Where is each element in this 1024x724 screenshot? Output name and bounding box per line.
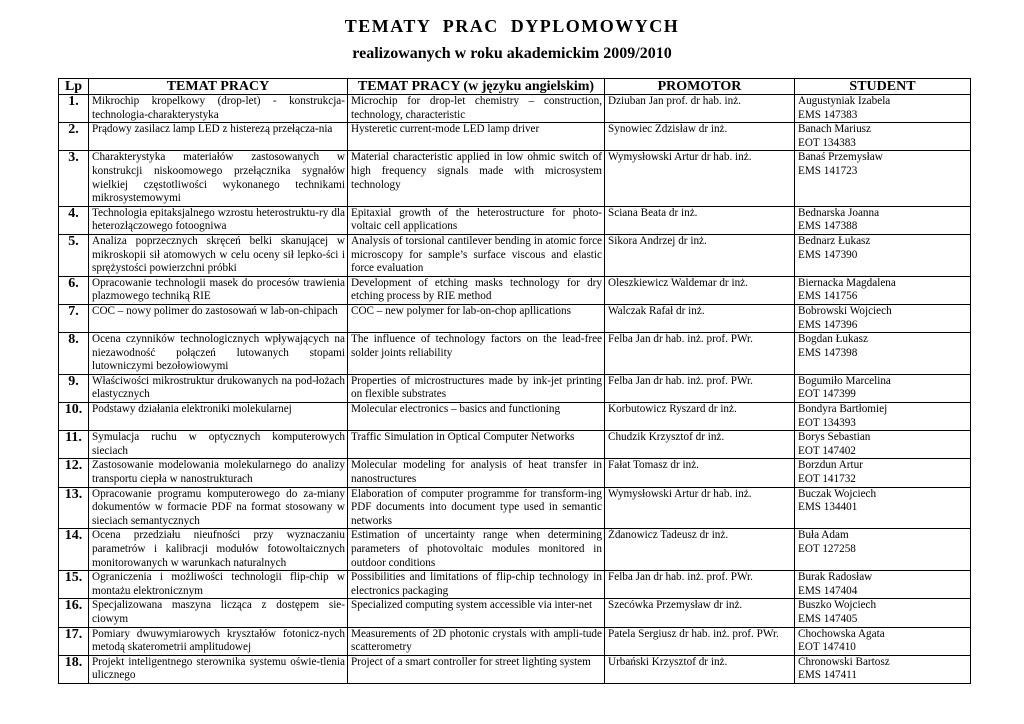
promotor-cell: Oleszkiewicz Waldemar dr inż. xyxy=(605,276,795,304)
table-row xyxy=(59,206,971,234)
topic-polish-cell: Opracowanie technologii masek do procesów trawienia plazmowego techniką RIE xyxy=(89,276,348,304)
student-cell xyxy=(795,234,971,276)
student-cell xyxy=(795,529,971,571)
student-cell xyxy=(795,123,971,151)
promotor-cell: Fałat Tomasz dr inż. xyxy=(605,459,795,487)
student-cell xyxy=(795,459,971,487)
promotor-cell: Korbutowicz Ryszard dr inż. xyxy=(605,403,795,431)
promotor-cell: Wymysłowski Artur dr hab. inż. xyxy=(605,487,795,529)
topic-english-cell: Molecular modeling for analysis of heat transfer in nanostructures xyxy=(348,459,605,487)
topic-polish-cell: Pomiary dwuwymiarowych kryształów fotonicz-nych metodą skaterometrii amplitudowej xyxy=(89,627,348,655)
table-row xyxy=(59,627,971,655)
promotor-cell: Walczak Rafał dr inż. xyxy=(605,304,795,332)
student-cell xyxy=(795,374,971,402)
student-name: Banach Mariusz xyxy=(798,123,872,136)
topic-polish-cell: Podstawy działania elektroniki molekularnej xyxy=(89,403,348,431)
student-id: EOT 147399 xyxy=(798,388,856,401)
row-number: 4. xyxy=(59,206,89,234)
row-number: 16. xyxy=(59,599,89,627)
student-cell xyxy=(795,599,971,627)
student-name: Chronowski Bartosz xyxy=(798,655,890,668)
table-row xyxy=(59,529,971,571)
topic-english-cell: Measurements of 2D photonic crystals with ampli-tude scatterometry xyxy=(348,627,605,655)
promotor-cell: Ściana Beata dr inż. xyxy=(605,206,795,234)
table-row xyxy=(59,123,971,151)
student-name: Biernacka Magdalena xyxy=(798,276,896,289)
row-number: 14. xyxy=(59,529,89,571)
topic-polish-cell: Właściwości mikrostruktur drukowanych na pod-łożach elastycznych xyxy=(89,374,348,402)
student-name: Bednarska Joanna xyxy=(798,206,880,219)
table-row xyxy=(59,599,971,627)
student-id: EMS 141723 xyxy=(798,164,858,177)
promotor-cell: Szecówka Przemysław dr inż. xyxy=(605,599,795,627)
topic-polish-cell: Symulacja ruchu w optycznych komputerowych sieciach xyxy=(89,431,348,459)
promotor-cell: Urbański Krzysztof dr inż. xyxy=(605,655,795,683)
column-header-promotor: PROMOTOR xyxy=(605,79,795,95)
table-row xyxy=(59,487,971,529)
row-number: 3. xyxy=(59,151,89,206)
table-row xyxy=(59,374,971,402)
student-name: Bobrowski Wojciech xyxy=(798,304,892,317)
topic-polish-cell: Prądowy zasilacz lamp LED z histerezą przełącza-nia xyxy=(89,123,348,151)
topic-english-cell: Specialized computing system accessible via inter-net xyxy=(348,599,605,627)
table-row xyxy=(59,403,971,431)
row-number: 12. xyxy=(59,459,89,487)
student-id: EMS 141756 xyxy=(798,290,858,303)
topic-english-cell: Estimation of uncertainty range when determining parameters of photovoltaic modules monitored in outdoor conditions xyxy=(348,529,605,571)
topic-english-cell: Elaboration of computer programme for transform-ing PDF documents into document type used in semantic networks xyxy=(348,487,605,529)
topic-polish-cell: Zastosowanie modelowania molekularnego do analizy transportu ciepła w nanostrukturach xyxy=(89,459,348,487)
student-cell xyxy=(795,403,971,431)
table-row xyxy=(59,655,971,683)
column-header-lp: Lp xyxy=(59,79,89,95)
student-cell xyxy=(795,333,971,375)
thesis-topics-table xyxy=(58,78,971,684)
table-row xyxy=(59,234,971,276)
student-id: EMS 134401 xyxy=(798,501,858,514)
student-id: EOT 134393 xyxy=(798,416,856,429)
table-row xyxy=(59,333,971,375)
student-name: Buczak Wojciech xyxy=(798,487,877,500)
student-id: EOT 141732 xyxy=(798,473,856,486)
promotor-cell: Patela Sergiusz dr hab. inż. prof. PWr. xyxy=(605,627,795,655)
promotor-cell: Wymysłowski Artur dr hab. inż. xyxy=(605,151,795,206)
table-row xyxy=(59,304,971,332)
student-id: EMS 147396 xyxy=(798,318,858,331)
student-id: EMS 147405 xyxy=(798,612,858,625)
topic-polish-cell: Opracowanie programu komputerowego do za-miany dokumentów w formacie PDF na format stosowany w sieciach semantycznych xyxy=(89,487,348,529)
topic-english-cell: Possibilities and limitations of flip-chip technology in electronics packaging xyxy=(348,571,605,599)
topic-english-cell: COC – new polymer for lab-on-chop apllications xyxy=(348,304,605,332)
promotor-cell: Żdanowicz Tadeusz dr inż. xyxy=(605,529,795,571)
topic-english-cell: Analysis of torsional cantilever bending in atomic force microscopy for sample’s surface viscous and elastic force evaluation xyxy=(348,234,605,276)
topic-polish-cell: Mikrochip kropelkowy (drop-let) - konstrukcja-technologia-charakterystyka xyxy=(89,95,348,123)
table-row xyxy=(59,571,971,599)
promotor-cell: Sikora Andrzej dr inż. xyxy=(605,234,795,276)
student-name: Bondyra Bartłomiej xyxy=(798,403,888,416)
student-name: Banaś Przemysław xyxy=(798,151,883,164)
promotor-cell: Felba Jan dr hab. inż. prof. PWr. xyxy=(605,374,795,402)
row-number: 7. xyxy=(59,304,89,332)
table-header-row xyxy=(59,79,971,95)
student-name: Burak Radosław xyxy=(798,571,873,584)
topic-english-cell: Microchip for drop-let chemistry – construction, technology, characteristic xyxy=(348,95,605,123)
student-cell xyxy=(795,304,971,332)
topic-english-cell: Development of etching masks technology for dry etching process by RIE method xyxy=(348,276,605,304)
topic-polish-cell: Charakterystyka materiałów zastosowanych w konstrukcji niskoomowego przełącznika sygnałów wielkiej częstotliwości wykonanego technikami mikrosystemowymi xyxy=(89,151,348,206)
topic-english-cell: Traffic Simulation in Optical Computer Networks xyxy=(348,431,605,459)
student-cell xyxy=(795,627,971,655)
promotor-cell: Felba Jan dr hab. inż. prof. PWr. xyxy=(605,333,795,375)
student-name: Bednarz Łukasz xyxy=(798,234,871,247)
student-name: Bogdan Łukasz xyxy=(798,333,868,346)
promotor-cell: Chudzik Krzysztof dr inż. xyxy=(605,431,795,459)
student-cell xyxy=(795,571,971,599)
student-id: EOT 147410 xyxy=(798,641,856,654)
student-name: Bogumiło Marcelina xyxy=(798,374,891,387)
student-id: EOT 134383 xyxy=(798,136,856,149)
row-number: 18. xyxy=(59,655,89,683)
topic-polish-cell: COC – nowy polimer do zastosowań w lab-on-chipach xyxy=(89,304,348,332)
table-row xyxy=(59,95,971,123)
student-cell xyxy=(795,151,971,206)
topic-polish-cell: Analiza poprzecznych skręceń belki skanującej w mikroskopii sił atomowych w celu oceny sił lepko-ści i sprężystości powierzchni próbki xyxy=(89,234,348,276)
topic-english-cell: Epitaxial growth of the heterostructure for photo-voltaic cell applications xyxy=(348,206,605,234)
topic-polish-cell: Ograniczenia i możliwości technologii flip-chip w montażu elektronicznym xyxy=(89,571,348,599)
promotor-cell: Synowiec Zdzisław dr inż. xyxy=(605,123,795,151)
row-number: 10. xyxy=(59,403,89,431)
student-cell xyxy=(795,431,971,459)
column-header-topic-en: TEMAT PRACY (w języku angielskim) xyxy=(348,79,605,95)
student-cell xyxy=(795,206,971,234)
student-name: Buszko Wojciech xyxy=(798,599,877,612)
student-id: EMS 147411 xyxy=(798,669,857,682)
topic-polish-cell: Ocena przedziału nieufności przy wyznaczaniu parametrów i kalibracji modułów fotowoltaicznych monitorowanych w warunkach naturalnych xyxy=(89,529,348,571)
document-subtitle: realizowanych w roku akademickim 2009/2010 xyxy=(352,45,672,62)
table-row xyxy=(59,459,971,487)
row-number: 17. xyxy=(59,627,89,655)
student-cell xyxy=(795,655,971,683)
student-id: EMS 147404 xyxy=(798,584,858,597)
table-row xyxy=(59,431,971,459)
student-name: Chochowska Agata xyxy=(798,627,885,640)
student-id: EOT 147402 xyxy=(798,444,856,457)
student-name: Buła Adam xyxy=(798,529,849,542)
row-number: 2. xyxy=(59,123,89,151)
student-name: Borzdun Artur xyxy=(798,459,863,472)
column-header-topic-pl: TEMAT PRACY xyxy=(89,79,348,95)
student-cell xyxy=(795,95,971,123)
table-row xyxy=(59,276,971,304)
topic-english-cell: Material characteristic applied in low ohmic switch of high frequency signals made with microsystem technology xyxy=(348,151,605,206)
row-number: 15. xyxy=(59,571,89,599)
topic-polish-cell: Projekt inteligentnego sterownika systemu oświe-tlenia ulicznego xyxy=(89,655,348,683)
student-id: EOT 127258 xyxy=(798,543,856,555)
column-header-student: STUDENT xyxy=(795,79,971,95)
topic-polish-cell: Specjalizowana maszyna licząca z dostępem sie-ciowym xyxy=(89,599,348,627)
student-id: EMS 147390 xyxy=(798,248,858,261)
promotor-cell: Felba Jan dr hab. inż. prof. PWr. xyxy=(605,571,795,599)
student-name: Borys Sebastian xyxy=(798,431,871,444)
topic-english-cell: Hysteretic current-mode LED lamp driver xyxy=(348,123,605,151)
row-number: 11. xyxy=(59,431,89,459)
table-row xyxy=(59,151,971,206)
promotor-cell: Dziuban Jan prof. dr hab. inż. xyxy=(605,95,795,123)
topic-english-cell: Molecular electronics – basics and functioning xyxy=(348,403,605,431)
topic-english-cell: Project of a smart controller for street lighting system xyxy=(348,655,605,683)
topic-english-cell: The influence of technology factors on the lead-free solder joints reliability xyxy=(348,333,605,375)
student-id: EMS 147383 xyxy=(798,108,858,121)
row-number: 13. xyxy=(59,487,89,529)
student-name: Augustyniak Izabela xyxy=(798,95,891,107)
row-number: 6. xyxy=(59,276,89,304)
row-number: 1. xyxy=(59,95,89,123)
topic-polish-cell: Technologia epitaksjalnego wzrostu heterostruktu-ry dla heterozłączowego fotoogniwa xyxy=(89,206,348,234)
row-number: 8. xyxy=(59,333,89,375)
student-cell xyxy=(795,487,971,529)
student-id: EMS 147388 xyxy=(798,220,858,233)
topic-english-cell: Properties of microstructures made by ink-jet printing on flexible substrates xyxy=(348,374,605,402)
topic-polish-cell: Ocena czynników technologicznych wpływających na niezawodność połączeń lutowanych stopami lutowniczymi bezołowiowymi xyxy=(89,333,348,375)
student-cell xyxy=(795,276,971,304)
document-title: TEMATY PRAC DYPLOMOWYCH xyxy=(344,16,680,36)
row-number: 5. xyxy=(59,234,89,276)
student-id: EMS 147398 xyxy=(798,346,858,359)
row-number: 9. xyxy=(59,374,89,402)
